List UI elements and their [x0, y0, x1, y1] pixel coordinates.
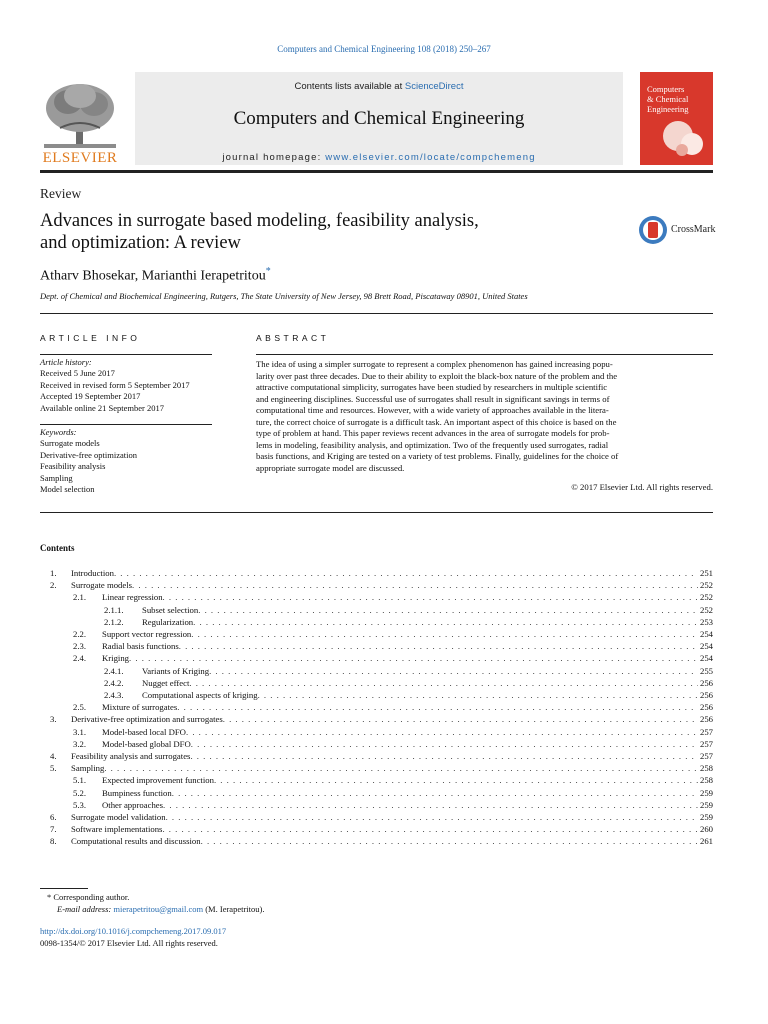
toc-entry-title: Model-based local DFO	[102, 726, 186, 737]
cover-title-line: & Chemical	[647, 94, 689, 104]
abstract-line: appropriate surrogate model are discussed.	[256, 462, 405, 473]
abstract-line: The idea of using a simpler surrogate to represent a complex phenomenon has gained increasing popu-	[256, 359, 613, 369]
toc-entry-page: 251	[699, 568, 713, 578]
toc-entry-body	[102, 652, 713, 664]
toc-entry-page: 257	[699, 751, 713, 761]
toc-entry-number: 5.1.	[73, 775, 87, 786]
toc-entry[interactable]	[40, 677, 713, 689]
toc-entry-body	[142, 616, 713, 628]
toc-entry-title: Variants of Kriging	[142, 665, 210, 676]
contents-availability	[135, 81, 623, 92]
abstract-line: computational time and resources. However, with a wide variety of approaches available in the litera-	[256, 405, 609, 415]
toc-entry-body	[102, 640, 713, 652]
toc-entry-number: 5.	[50, 763, 57, 774]
toc-leader-dots	[189, 677, 698, 689]
toc-entry-page: 259	[699, 799, 713, 810]
toc-entry-title: Computational results and discussion	[71, 836, 201, 847]
history-item: Received in revised form 5 September 2017	[40, 379, 190, 390]
toc-entry-title: Subset selection	[142, 604, 199, 615]
toc-leader-dots	[162, 823, 698, 835]
toc-entry-body	[71, 811, 713, 823]
crossmark-badge[interactable]	[638, 214, 718, 246]
toc-entry-number: 2.4.	[73, 653, 87, 664]
abstract-line: ture, the correct choice of surrogate is a difficult task. An important aspect of this choice is based on the	[256, 416, 617, 427]
toc-entry-page: 256	[699, 702, 713, 713]
toc-leader-dots	[186, 726, 698, 738]
corresponding-author-mark[interactable]: *	[265, 266, 271, 277]
cover-title-line: Computers	[647, 84, 685, 94]
cover-title	[647, 84, 689, 114]
abstract-line: basis functions, and Kriging are tested on a variety of test problems. Finally, guidelines for the choice of	[256, 451, 619, 461]
issn-line: 0098-1354/© 2017 Elsevier Ltd. All rights reserved.	[40, 937, 218, 948]
toc-entry-page: 256	[699, 714, 713, 725]
toc-entry[interactable]	[40, 787, 713, 799]
journal-homepage	[135, 152, 623, 163]
toc-leader-dots	[198, 604, 698, 616]
toc-leader-dots	[177, 701, 698, 713]
toc-entry-body	[102, 774, 713, 786]
keywords-divider	[40, 424, 212, 425]
doi-block	[40, 926, 226, 949]
toc-entry-title: Feasibility analysis and surrogates	[71, 751, 191, 761]
corresponding-footnote	[47, 892, 264, 915]
toc-leader-dots	[209, 665, 698, 677]
toc-leader-dots	[191, 628, 698, 640]
toc-entry[interactable]	[40, 713, 713, 725]
toc-entry-title: Surrogate model validation	[71, 812, 166, 822]
toc-entry-title: Support vector regression	[102, 629, 192, 639]
history-label: Article history:	[40, 357, 92, 367]
toc-entry-title: Nugget effect	[142, 677, 190, 688]
email-label: E-mail address:	[57, 903, 112, 914]
toc-entry-page: 259	[699, 812, 713, 822]
authors	[40, 266, 271, 285]
toc-entry-body	[142, 677, 713, 689]
toc-entry-body	[102, 726, 713, 738]
journal-cover[interactable]	[640, 72, 713, 165]
toc-leader-dots	[104, 762, 698, 774]
toc-entry-title: Linear regression	[102, 592, 163, 603]
toc-entry[interactable]	[40, 774, 713, 786]
toc-entry[interactable]	[40, 567, 713, 579]
toc-leader-dots	[179, 640, 698, 652]
toc-entry[interactable]	[40, 616, 713, 628]
crossmark-icon	[638, 214, 668, 246]
toc-entry-title: Software implementations	[71, 824, 163, 835]
toc-entry-body	[71, 835, 713, 847]
email-line	[47, 904, 264, 916]
keywords-label: Keywords:	[40, 427, 77, 437]
toc-entry-body	[102, 591, 713, 603]
abstract-line: lems in modeling, feasibility analysis, and optimization. Two of the frequently used surrogates, radial	[256, 439, 609, 450]
affiliation: Dept. of Chemical and Biochemical Engineering, Rutgers, The State University of New Jersey, 98 Brett Road, Piscataway 08901, United States	[40, 291, 528, 301]
toc-entry-title: Derivative-free optimization and surrogates	[71, 714, 223, 725]
toc-entry-number: 8.	[50, 836, 57, 847]
toc-entry-body	[71, 567, 713, 579]
header-divider	[40, 170, 713, 173]
publisher-name: ELSEVIER	[42, 150, 118, 166]
toc-entry-body	[71, 579, 713, 591]
toc-leader-dots	[114, 567, 698, 579]
toc-entry-page: 252	[699, 604, 713, 615]
abstract-text	[256, 359, 713, 474]
abstract-divider	[256, 354, 713, 355]
toc-entry[interactable]	[40, 652, 713, 664]
toc-entry-number: 5.3.	[73, 799, 87, 810]
toc-leader-dots	[129, 652, 698, 664]
toc-leader-dots	[166, 811, 698, 823]
toc-entry-page: 256	[699, 677, 713, 688]
cover-graphic-icon	[658, 116, 710, 160]
cover-title-line: Engineering	[647, 104, 689, 114]
keyword-item: Sampling	[40, 472, 73, 483]
toc-entry[interactable]	[40, 701, 713, 713]
toc-entry-page: 254	[699, 641, 713, 652]
journal-banner	[135, 72, 623, 165]
toc-entry-title: Expected improvement function	[102, 775, 214, 786]
corresponding-author-line	[47, 892, 264, 904]
toc-entry-number: 3.2.	[73, 738, 87, 749]
toc-entry-title: Kriging	[102, 653, 130, 664]
toc-leader-dots	[191, 738, 698, 750]
toc-entry-page: 259	[699, 787, 713, 798]
toc-entry-body	[71, 823, 713, 835]
toc-entry-body	[142, 689, 713, 701]
toc-leader-dots	[132, 579, 698, 591]
toc-entry[interactable]	[40, 738, 713, 750]
section-divider	[40, 313, 713, 314]
toc-entry[interactable]	[40, 604, 713, 616]
toc-entry[interactable]	[40, 640, 713, 652]
sciencedirect-link[interactable]: ScienceDirect	[404, 81, 464, 92]
footnote-divider	[40, 888, 88, 889]
toc-entry-number: 2.4.2.	[104, 677, 124, 688]
toc-entry[interactable]	[40, 811, 713, 823]
abstract-line: attractive computational simplicity, surrogates have been studied by researchers in multiple scientific	[256, 382, 608, 392]
toc-entry-body	[102, 628, 713, 640]
toc-entry-page: 260	[699, 824, 713, 835]
abstract-copyright: © 2017 Elsevier Ltd. All rights reserved.	[571, 482, 713, 492]
doi-link[interactable]: http://dx.doi.org/10.1016/j.compchemeng.2017.09.017	[40, 926, 227, 936]
toc-entry-body	[102, 701, 713, 713]
toc-entry-number: 2.	[50, 580, 57, 591]
footnote-mark: *	[47, 892, 52, 902]
author-names: Atharv Bhosekar, Marianthi Ierapetritou	[40, 268, 266, 284]
toc-entry-page: 252	[699, 580, 713, 591]
toc-entry-page: 258	[699, 775, 713, 786]
toc-entry-body	[102, 787, 713, 799]
toc-entry-title: Radial basis functions	[102, 641, 179, 652]
journal-citation[interactable]: Computers and Chemical Engineering 108 (2018) 250–267	[277, 44, 491, 54]
toc-entry-body	[142, 604, 713, 616]
keywords	[40, 427, 220, 495]
homepage-link[interactable]: www.elsevier.com/locate/compchemeng	[325, 152, 536, 163]
toc-entry[interactable]	[40, 579, 713, 591]
toc-entry-title: Regularization	[142, 616, 194, 627]
toc-entry-body	[71, 762, 713, 774]
toc-leader-dots	[172, 787, 698, 799]
corresponding-label: Corresponding author.	[53, 892, 130, 902]
toc-entry-number: 3.	[50, 714, 57, 725]
toc-entry-body	[102, 799, 713, 811]
abstract-line: and engineering disciplines. Successful use of surrogates shall result in significant savings in terms of	[256, 393, 610, 404]
toc-entry-number: 2.3.	[73, 641, 87, 652]
article-title-line: and optimization: A review	[40, 233, 241, 253]
toc-entry-title: Model-based global DFO	[102, 738, 191, 749]
toc-entry[interactable]	[40, 628, 713, 640]
toc-entry-page: 254	[699, 653, 713, 664]
article-title-line: Advances in surrogate based modeling, feasibility analysis,	[40, 211, 479, 231]
toc-entry[interactable]	[40, 750, 713, 762]
keyword-item: Model selection	[40, 484, 95, 495]
article-info-heading: ARTICLE INFO	[40, 333, 141, 343]
toc-entry-number: 2.1.1.	[104, 604, 124, 615]
article-info-divider	[40, 354, 212, 355]
toc-entry-number: 4.	[50, 751, 57, 761]
toc-entry-body	[142, 665, 713, 677]
toc-entry[interactable]	[40, 665, 713, 677]
keyword-item: Feasibility analysis	[40, 461, 106, 472]
toc-entry-page: 256	[699, 690, 713, 700]
history-item: Received 5 June 2017	[40, 368, 115, 379]
elsevier-logo	[40, 78, 120, 166]
toc-entry[interactable]	[40, 762, 713, 774]
article-title	[40, 210, 600, 254]
toc-entry-title: Bumpiness function	[102, 787, 172, 798]
toc-leader-dots	[190, 750, 698, 762]
keyword-item: Surrogate models	[40, 438, 100, 449]
toc-entry-number: 1.	[50, 568, 57, 578]
toc-entry[interactable]	[40, 799, 713, 811]
toc-entry-title: Surrogate models	[71, 580, 133, 591]
keyword-item: Derivative-free optimization	[40, 449, 137, 460]
toc-entry-page: 258	[699, 763, 713, 774]
abstract-line: type of problem at hand. This paper reviews recent advances in the area of surrogate models for prob-	[256, 428, 610, 438]
toc-entry-page: 257	[699, 726, 713, 737]
toc-entry-number: 2.4.1.	[104, 665, 124, 676]
toc-leader-dots	[193, 616, 698, 628]
toc-entry-title: Sampling	[71, 763, 105, 774]
history-item: Available online 21 September 2017	[40, 402, 165, 413]
toc-entry-number: 2.1.2.	[104, 616, 124, 627]
toc-entry-number: 5.2.	[73, 787, 87, 798]
abstract-heading: ABSTRACT	[256, 333, 330, 343]
toc-entry-page: 254	[699, 629, 713, 639]
toc-entry[interactable]	[40, 835, 713, 847]
contents-prefix: Contents lists available at	[294, 81, 405, 92]
toc-leader-dots	[163, 591, 698, 603]
toc-entry-page: 255	[699, 665, 713, 676]
toc-leader-dots	[163, 799, 698, 811]
history-item: Accepted 19 September 2017	[40, 391, 141, 402]
toc-entry-number: 6.	[50, 812, 57, 822]
toc-entry-number: 3.1.	[73, 726, 87, 737]
toc-entry[interactable]	[40, 591, 713, 603]
toc-leader-dots	[201, 835, 698, 847]
journal-title: Computers and Chemical Engineering	[233, 108, 525, 129]
article-history	[40, 357, 220, 414]
abstract-line: larity over past three decades. Due to their ability to exploit the black-box nature of the problem and the	[256, 370, 618, 381]
toc-entry-page: 261	[699, 836, 713, 847]
toc-entry-page: 253	[699, 616, 713, 627]
toc-entry-page: 257	[699, 738, 713, 749]
toc-entry-body	[71, 713, 713, 725]
toc-entry[interactable]	[40, 823, 713, 835]
toc-entry-body	[71, 750, 713, 762]
toc-leader-dots	[258, 689, 698, 701]
toc-entry-number: 7.	[50, 824, 57, 835]
toc-entry-title: Other approaches	[102, 799, 164, 810]
toc-entry-title: Computational aspects of kriging	[142, 690, 258, 700]
toc-entry-number: 2.4.3.	[104, 690, 124, 700]
toc-entry[interactable]	[40, 689, 713, 701]
homepage-prefix: journal homepage:	[222, 152, 326, 163]
toc-leader-dots	[214, 774, 698, 786]
toc-entry[interactable]	[40, 726, 713, 738]
email-link[interactable]: mierapetritou@gmail.com	[113, 903, 204, 914]
contents-title: Contents	[40, 543, 75, 553]
toc-entry-page: 252	[699, 592, 713, 603]
toc-entry-number: 2.2.	[73, 629, 87, 639]
crossmark-label: CrossMark	[671, 224, 716, 235]
toc-entry-body	[102, 738, 713, 750]
article-type: Review	[40, 186, 82, 201]
email-suffix: (M. Ierapetritou).	[205, 903, 265, 914]
section-divider	[40, 512, 713, 513]
toc-leader-dots	[223, 713, 698, 725]
toc-entry-title: Introduction	[71, 568, 114, 578]
toc-entry-number: 2.1.	[73, 592, 87, 603]
toc-entry-title: Mixture of surrogates	[102, 702, 178, 713]
toc-entry-number: 2.5.	[73, 702, 87, 713]
